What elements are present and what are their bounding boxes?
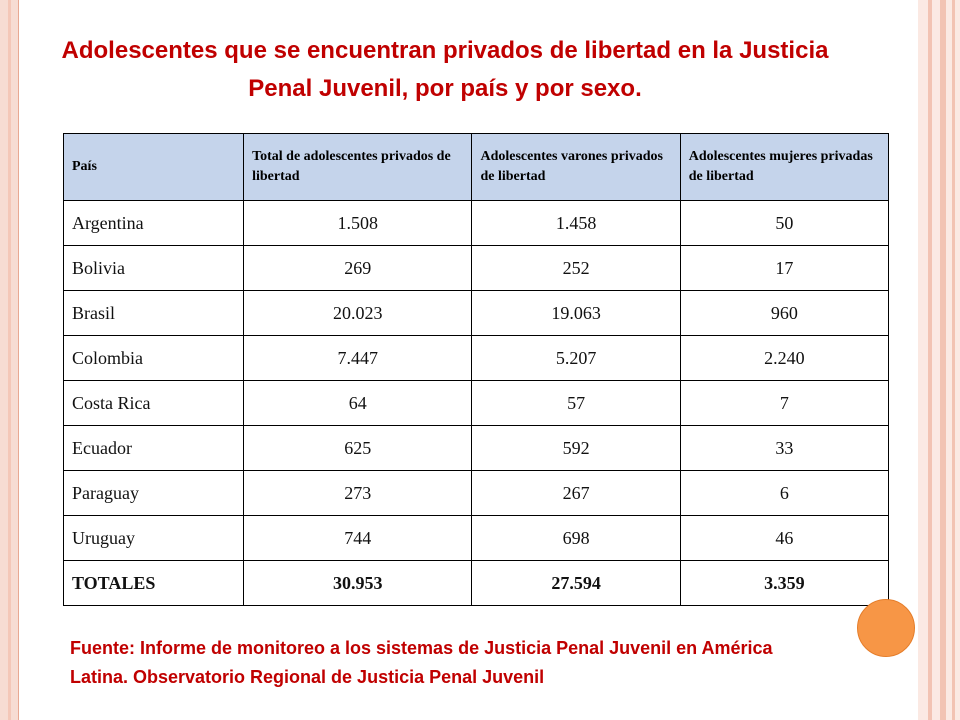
totals-row xyxy=(64,561,889,606)
totals-varones: 27.594 xyxy=(472,561,680,606)
table-row xyxy=(64,471,889,516)
cell-total: 20.023 xyxy=(244,291,472,336)
cell-total: 744 xyxy=(244,516,472,561)
cell-country: Brasil xyxy=(64,291,244,336)
cell-country: Colombia xyxy=(64,336,244,381)
cell-mujeres: 7 xyxy=(680,381,888,426)
table-row xyxy=(64,516,889,561)
table-row xyxy=(64,381,889,426)
cell-total: 273 xyxy=(244,471,472,516)
cell-mujeres: 33 xyxy=(680,426,888,471)
cell-varones: 5.207 xyxy=(472,336,680,381)
totals-label: TOTALES xyxy=(64,561,244,606)
cell-mujeres: 46 xyxy=(680,516,888,561)
cell-varones: 252 xyxy=(472,246,680,291)
cell-total: 269 xyxy=(244,246,472,291)
cell-total: 7.447 xyxy=(244,336,472,381)
cell-total: 1.508 xyxy=(244,201,472,246)
table-header-row xyxy=(64,134,889,201)
cell-varones: 592 xyxy=(472,426,680,471)
cell-country: Bolivia xyxy=(64,246,244,291)
table-row xyxy=(64,336,889,381)
cell-varones: 57 xyxy=(472,381,680,426)
totals-total: 30.953 xyxy=(244,561,472,606)
cell-total: 625 xyxy=(244,426,472,471)
right-border-decoration xyxy=(918,0,960,720)
table-row xyxy=(64,426,889,471)
decorative-circle xyxy=(857,599,915,657)
header-mujeres: Adolescentes mujeres privadas de libertad xyxy=(680,134,888,201)
slide-title: Adolescentes que se encuentran privados de libertad en la Justicia Penal Juvenil, por país y por sexo. xyxy=(61,37,829,102)
cell-varones: 267 xyxy=(472,471,680,516)
header-pais: País xyxy=(64,134,244,201)
data-table xyxy=(63,133,889,606)
cell-mujeres: 6 xyxy=(680,471,888,516)
header-varones: Adolescentes varones privados de libertad xyxy=(472,134,680,201)
cell-country: Ecuador xyxy=(64,426,244,471)
cell-mujeres: 960 xyxy=(680,291,888,336)
cell-mujeres: 2.240 xyxy=(680,336,888,381)
cell-varones: 19.063 xyxy=(472,291,680,336)
cell-country: Paraguay xyxy=(64,471,244,516)
header-total: Total de adolescentes privados de libertad xyxy=(244,134,472,201)
cell-country: Argentina xyxy=(64,201,244,246)
cell-mujeres: 50 xyxy=(680,201,888,246)
table-row xyxy=(64,201,889,246)
table-row xyxy=(64,291,889,336)
cell-country: Costa Rica xyxy=(64,381,244,426)
cell-varones: 1.458 xyxy=(472,201,680,246)
source-note: Fuente: Informe de monitoreo a los sistemas de Justicia Penal Juvenil en América Latina. Observatorio Regional de Justicia Penal Juvenil xyxy=(70,638,773,687)
cell-country: Uruguay xyxy=(64,516,244,561)
table-row xyxy=(64,246,889,291)
cell-varones: 698 xyxy=(472,516,680,561)
totals-mujeres: 3.359 xyxy=(680,561,888,606)
cell-mujeres: 17 xyxy=(680,246,888,291)
left-border-decoration xyxy=(0,0,19,720)
cell-total: 64 xyxy=(244,381,472,426)
